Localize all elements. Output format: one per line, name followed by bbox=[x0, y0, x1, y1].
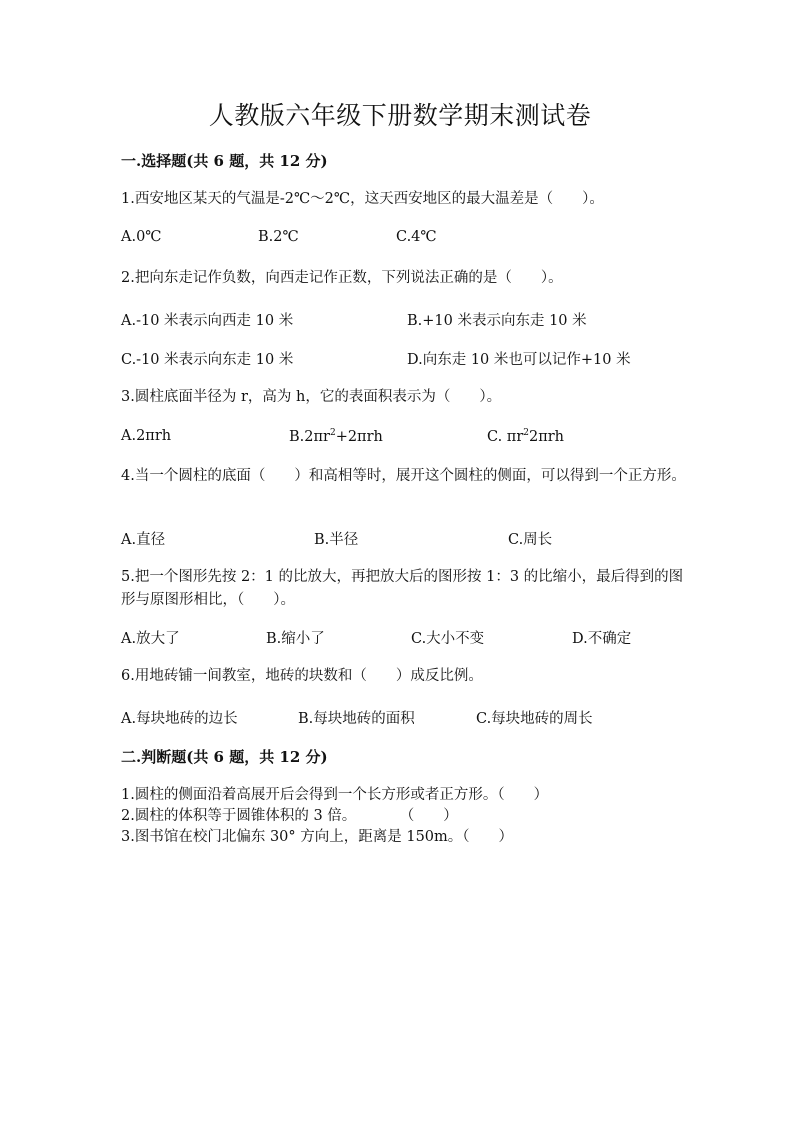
q5-option-b: B.缩小了 bbox=[266, 631, 325, 647]
question-4: 4.当一个圆柱的底面（ ）和高相等时，展开这个圆柱的侧面，可以得到一个正方形。 bbox=[121, 468, 686, 484]
q4-option-a: A.直径 bbox=[121, 532, 166, 548]
question-5: 5.把一个图形先按 2：1 的比放大，再把放大后的图形按 1：3 的比缩小，最后得到的图形与原图形相比，（ ）。 bbox=[121, 569, 684, 608]
judgement-item-1: 1.圆柱的侧面沿着高展开后会得到一个长方形或者正方形。（ ） bbox=[121, 787, 549, 803]
q6-option-a: A.每块地砖的边长 bbox=[121, 711, 238, 727]
q2-option-b: B.+10 米表示向东走 10 米 bbox=[407, 313, 587, 329]
question-3: 3.圆柱底面半径为 r，高为 h，它的表面积表示为（ ）。 bbox=[121, 389, 502, 405]
judgement-item-3: 3.图书馆在校门北偏东 30° 方向上，距离是 150m。（ ） bbox=[121, 829, 514, 845]
q6-option-c: C.每块地砖的周长 bbox=[476, 711, 593, 727]
q1-option-a: A.0℃ bbox=[121, 229, 162, 245]
question-6: 6.用地砖铺一间教室，地砖的块数和（ ）成反比例。 bbox=[121, 668, 483, 684]
q3-option-b: $B.2\pi r^2+2\pi rh$ bbox=[289, 428, 383, 445]
q4-option-c: C.周长 bbox=[508, 532, 553, 548]
q2-option-a: A.-10 米表示向西走 10 米 bbox=[121, 313, 294, 329]
q1-option-b: B.2℃ bbox=[258, 229, 299, 245]
section-heading-choice: 一.选择题(共 6 题，共 12 分) bbox=[121, 152, 328, 170]
question-1: 1.西安地区某天的气温是-2℃～2℃，这天西安地区的最大温差是（ ）。 bbox=[121, 191, 604, 207]
page-title: 人教版六年级下册数学期末测试卷 bbox=[208, 101, 592, 130]
q3-option-a: A.2πrh bbox=[121, 428, 172, 444]
q4-option-b: B.半径 bbox=[314, 532, 359, 548]
section-heading-judgement: 二.判断题(共 6 题，共 12 分) bbox=[121, 748, 328, 766]
q6-option-b: B.每块地砖的面积 bbox=[298, 711, 415, 727]
judgement-item-2: 2.圆柱的体积等于圆锥体积的 3 倍。 （ ） bbox=[121, 808, 458, 824]
q5-option-a: A.放大了 bbox=[121, 631, 180, 647]
q1-option-c: C.4℃ bbox=[396, 229, 437, 245]
q5-option-c: C.大小不变 bbox=[411, 631, 485, 647]
question-2: 2.把向东走记作负数，向西走记作正数，下列说法正确的是（ ）。 bbox=[121, 270, 563, 286]
q3-option-c: C. $\pi r^22\pi rh$ bbox=[487, 428, 565, 445]
q5-option-d: D.不确定 bbox=[572, 631, 632, 647]
q2-option-c: C.-10 米表示向东走 10 米 bbox=[121, 352, 294, 368]
q2-option-d: D.向东走 10 米也可以记作+10 米 bbox=[407, 352, 631, 368]
